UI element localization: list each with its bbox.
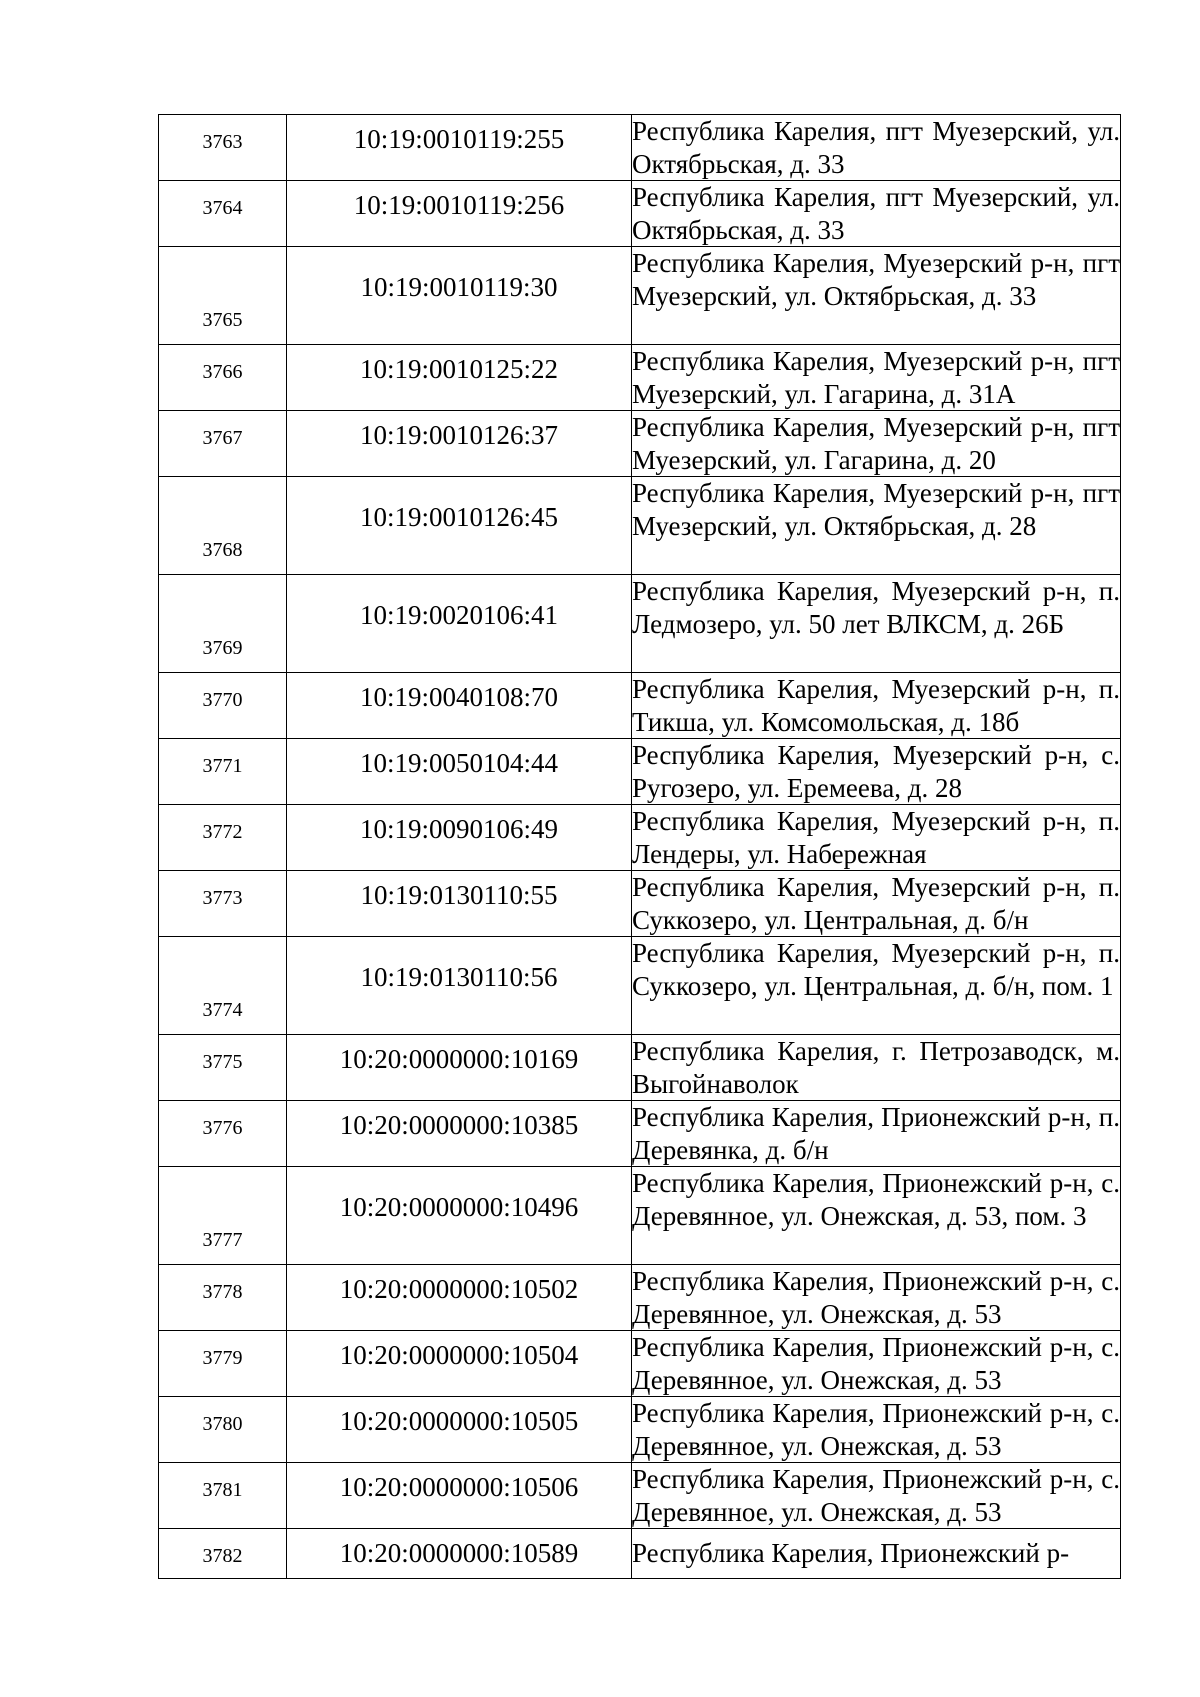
- cadastral-number-cell: [287, 115, 632, 181]
- cadastral-number: 10:20:0000000:10169: [339, 1044, 579, 1074]
- cadastral-number-cell: [287, 1035, 632, 1101]
- row-number-cell: [159, 181, 287, 247]
- row-number: 3775: [202, 1051, 243, 1073]
- cadastral-number-cell: [287, 247, 632, 345]
- cadastral-number-cell: [287, 1397, 632, 1463]
- row-number: 3766: [202, 361, 243, 383]
- row-number: 3780: [202, 1413, 243, 1435]
- cadastral-number: 10:19:0090106:49: [359, 814, 558, 844]
- address-cell: Республика Карелия, Муезерский р-н, пгт Муезерский, ул. Гагарина, д. 20: [632, 412, 1120, 475]
- cadastral-number-cell: [287, 1463, 632, 1529]
- table-row: [159, 1463, 1121, 1529]
- cadastral-number: 10:20:0000000:10504: [339, 1340, 579, 1370]
- address-cell: Республика Карелия, Прионежский р-н, с. Деревянное, ул. Онежская, д. 53: [632, 1266, 1120, 1329]
- table-row: [159, 1101, 1121, 1167]
- cadastral-number: 10:19:0040108:70: [359, 682, 558, 712]
- row-number: 3774: [202, 999, 243, 1021]
- cadastral-number: 10:19:0020106:41: [359, 600, 558, 630]
- address-cell: Республика Карелия, Муезерский р-н, пгт Муезерский, ул. Гагарина, д. 31А: [632, 346, 1120, 409]
- cadastral-number-cell: [287, 477, 632, 575]
- cadastral-number-cell: [287, 739, 632, 805]
- table-row: [159, 1397, 1121, 1463]
- cadastral-number-cell: [287, 937, 632, 1035]
- row-number-cell: [159, 411, 287, 477]
- cadastral-number-cell: [287, 1331, 632, 1397]
- table-row: [159, 673, 1121, 739]
- row-number: 3782: [202, 1545, 243, 1567]
- cadastral-number-cell: [287, 181, 632, 247]
- cadastral-number: 10:19:0010119:256: [353, 190, 565, 220]
- cadastral-number-cell: [287, 805, 632, 871]
- address-cell: Республика Карелия, Муезерский р-н, пгт Муезерский, ул. Октябрьская, д. 33: [632, 247, 1121, 345]
- cadastral-number: 10:20:0000000:10505: [339, 1406, 579, 1436]
- table-row: [159, 1167, 1121, 1265]
- row-number: 3767: [202, 427, 243, 449]
- address-cell: Республика Карелия, Прионежский р-н, с. Деревянное, ул. Онежская, д. 53, пом. 3: [632, 1167, 1121, 1265]
- cadastral-number: 10:19:0010126:37: [359, 420, 558, 450]
- table-row: [159, 477, 1121, 575]
- address-cell: Республика Карелия, Муезерский р-н, п. Суккозеро, ул. Центральная, д. б/н: [632, 872, 1120, 935]
- row-number: 3779: [202, 1347, 243, 1369]
- row-number: 3781: [202, 1479, 243, 1501]
- row-number: 3768: [202, 539, 243, 561]
- address-cell: Республика Карелия, Прионежский р-н, с. Деревянное, ул. Онежская, д. 53: [632, 1464, 1120, 1527]
- table-row: [159, 1331, 1121, 1397]
- table-row: [159, 575, 1121, 673]
- cadastral-number-cell: [287, 345, 632, 411]
- address-cell: Республика Карелия, пгт Муезерский, ул. Октябрьская, д. 33: [632, 182, 1120, 245]
- row-number-cell: [159, 1331, 287, 1397]
- table-row: [159, 345, 1121, 411]
- row-number: 3772: [202, 821, 243, 843]
- table-row: [159, 115, 1121, 181]
- row-number: 3763: [202, 131, 243, 153]
- table-row: [159, 871, 1121, 937]
- row-number: 3770: [202, 689, 243, 711]
- row-number-cell: [159, 345, 287, 411]
- registry-table-body: [159, 115, 1121, 1579]
- row-number-cell: [159, 1035, 287, 1101]
- cadastral-number: 10:20:0000000:10385: [339, 1110, 579, 1140]
- cadastral-number: 10:19:0010119:255: [353, 124, 565, 154]
- row-number-cell: [159, 1463, 287, 1529]
- cadastral-number: 10:19:0130110:55: [360, 880, 558, 910]
- address-cell: Республика Карелия, Муезерский р-н, п. Лендеры, ул. Набережная: [632, 806, 1120, 869]
- cadastral-number: 10:19:0010125:22: [359, 354, 558, 384]
- property-registry-table: [158, 114, 1121, 1579]
- table-row: [159, 247, 1121, 345]
- address-cell: Республика Карелия, Муезерский р-н, п. Ледмозеро, ул. 50 лет ВЛКСМ, д. 26Б: [632, 575, 1121, 673]
- cadastral-number-cell: [287, 673, 632, 739]
- address-cell: Республика Карелия, Муезерский р-н, с. Ругозеро, ул. Еремеева, д. 28: [632, 740, 1120, 803]
- row-number-cell: [159, 1529, 287, 1579]
- address-cell: Республика Карелия, Прионежский р-н, п. Деревянка, д. б/н: [632, 1102, 1120, 1165]
- row-number-cell: [159, 247, 287, 345]
- address-cell: Республика Карелия, Муезерский р-н, п. Суккозеро, ул. Центральная, д. б/н, пом. 1: [632, 937, 1121, 1035]
- row-number-cell: [159, 1167, 287, 1265]
- cadastral-number-cell: [287, 1265, 632, 1331]
- row-number-cell: [159, 871, 287, 937]
- address-cell: Республика Карелия, Муезерский р-н, п. Тикша, ул. Комсомольская, д. 18б: [632, 674, 1120, 737]
- table-row: [159, 1035, 1121, 1101]
- table-row: [159, 411, 1121, 477]
- address-cell: Республика Карелия, пгт Муезерский, ул. Октябрьская, д. 33: [632, 116, 1120, 179]
- cadastral-number-cell: [287, 871, 632, 937]
- cadastral-number-cell: [287, 411, 632, 477]
- table-row: [159, 805, 1121, 871]
- cadastral-number-cell: [287, 1529, 632, 1579]
- row-number: 3777: [202, 1229, 243, 1251]
- row-number-cell: [159, 477, 287, 575]
- cadastral-number: 10:20:0000000:10502: [339, 1274, 579, 1304]
- row-number: 3769: [202, 637, 243, 659]
- address-cell: Республика Карелия, Прионежский р-: [632, 1529, 1121, 1579]
- cadastral-number: 10:20:0000000:10496: [339, 1192, 579, 1222]
- address-cell: Республика Карелия, г. Петрозаводск, м. Выгойнаволок: [632, 1036, 1120, 1099]
- row-number: 3773: [202, 887, 243, 909]
- row-number-cell: [159, 1101, 287, 1167]
- row-number-cell: [159, 805, 287, 871]
- address-cell: Республика Карелия, Прионежский р-н, с. Деревянное, ул. Онежская, д. 53: [632, 1332, 1120, 1395]
- row-number-cell: [159, 673, 287, 739]
- table-row: [159, 181, 1121, 247]
- row-number-cell: [159, 575, 287, 673]
- cadastral-number: 10:20:0000000:10506: [339, 1472, 579, 1502]
- row-number-cell: [159, 115, 287, 181]
- row-number: 3765: [202, 309, 243, 331]
- cadastral-number: 10:20:0000000:10589: [339, 1538, 579, 1568]
- row-number-cell: [159, 739, 287, 805]
- table-row: [159, 937, 1121, 1035]
- row-number-cell: [159, 937, 287, 1035]
- address-cell: Республика Карелия, Муезерский р-н, пгт Муезерский, ул. Октябрьская, д. 28: [632, 477, 1121, 575]
- cadastral-number: 10:19:0010119:30: [360, 272, 558, 302]
- cadastral-number: 10:19:0050104:44: [359, 748, 558, 778]
- row-number-cell: [159, 1265, 287, 1331]
- table-row: [159, 1265, 1121, 1331]
- cadastral-number-cell: [287, 1167, 632, 1265]
- address-cell: Республика Карелия, Прионежский р-н, с. Деревянное, ул. Онежская, д. 53: [632, 1398, 1120, 1461]
- cadastral-number: 10:19:0130110:56: [360, 962, 558, 992]
- table-row: [159, 1529, 1121, 1579]
- row-number: 3776: [202, 1117, 243, 1139]
- row-number: 3771: [202, 755, 243, 777]
- cadastral-number-cell: [287, 1101, 632, 1167]
- cadastral-number: 10:19:0010126:45: [359, 502, 558, 532]
- row-number: 3778: [202, 1281, 243, 1303]
- row-number-cell: [159, 1397, 287, 1463]
- cadastral-number-cell: [287, 575, 632, 673]
- table-row: [159, 739, 1121, 805]
- row-number: 3764: [202, 197, 243, 219]
